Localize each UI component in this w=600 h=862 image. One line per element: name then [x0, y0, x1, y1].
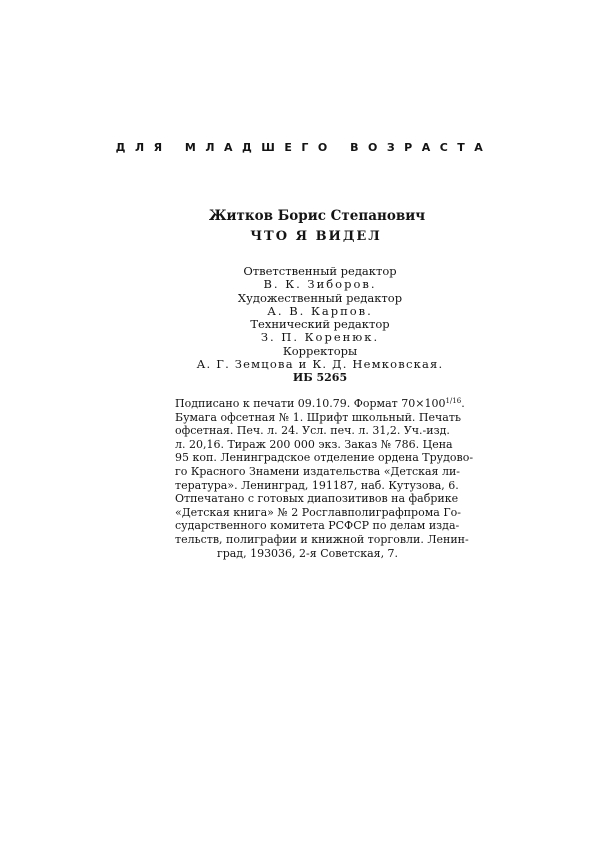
imprint-line: 95 коп. Ленинградское отделение ордена Трудово- [175, 451, 474, 465]
imprint-line [175, 395, 465, 411]
imprint-line: тельств, полиграфии и книжной торговли. Ленин- [175, 532, 469, 546]
format-fraction: 1/16 [445, 397, 462, 405]
ib-number: ИБ 5265 [292, 371, 348, 384]
imprint-line: Бумага офсетная № 1. Шрифт школьный. Печать [175, 410, 461, 424]
book-title: ЧТО Я ВИДЕЛ [250, 229, 382, 244]
managing-editor [40, 265, 600, 292]
proofreaders-names: А. Г. Земцова и К. Д. Немковская. [196, 357, 444, 372]
proofreaders [40, 345, 600, 372]
art-editor [40, 292, 600, 319]
series-heading: ДЛЯ МЛАДШЕГО ВОЗРАСТА [115, 141, 493, 154]
imprint-line-last: град, 193036, 2-я Советская, 7. [216, 546, 399, 560]
author-name: Житков Борис Степанович [208, 208, 426, 224]
art-editor-name: А. В. Карпов. [267, 303, 373, 318]
proofreaders-label: Корректоры [282, 343, 358, 358]
imprint-line: тература». Ленинград, 191187, наб. Кутузова, 6. [175, 478, 459, 492]
imprint-line: л. 20,16. Тираж 200 000 экз. Заказ № 786. Цена [175, 437, 453, 451]
tech-editor [40, 318, 600, 345]
imprint-block [175, 395, 474, 560]
tech-editor-label: Технический редактор [250, 317, 390, 332]
imprint-line: офсетная. Печ. л. 24. Усл. печ. л. 31,2. Уч.-изд. [175, 424, 450, 438]
imprint-format-text: Подписано к печати 09.10.79. Формат 70×100 [175, 397, 446, 410]
imprint-line: «Детская книга» № 2 Росглавполиграфпрома Го- [175, 505, 461, 519]
imprint-line: Отпечатано с готовых диапозитивов на фабрике [175, 492, 459, 506]
editorial-credits [0, 265, 600, 371]
managing-editor-label: Ответственный редактор [243, 264, 397, 278]
art-editor-label: Художественный редактор [237, 290, 403, 305]
imprint-line: сударственного комитета РСФСР по делам изда- [175, 519, 460, 533]
managing-editor-name: В. К. Зиборов. [263, 277, 377, 292]
imprint-line: го Красного Знамени издательства «Детская ли- [175, 464, 461, 478]
tech-editor-name: З. П. Коренюк. [260, 330, 380, 345]
imprint-format-end: . [461, 397, 465, 410]
